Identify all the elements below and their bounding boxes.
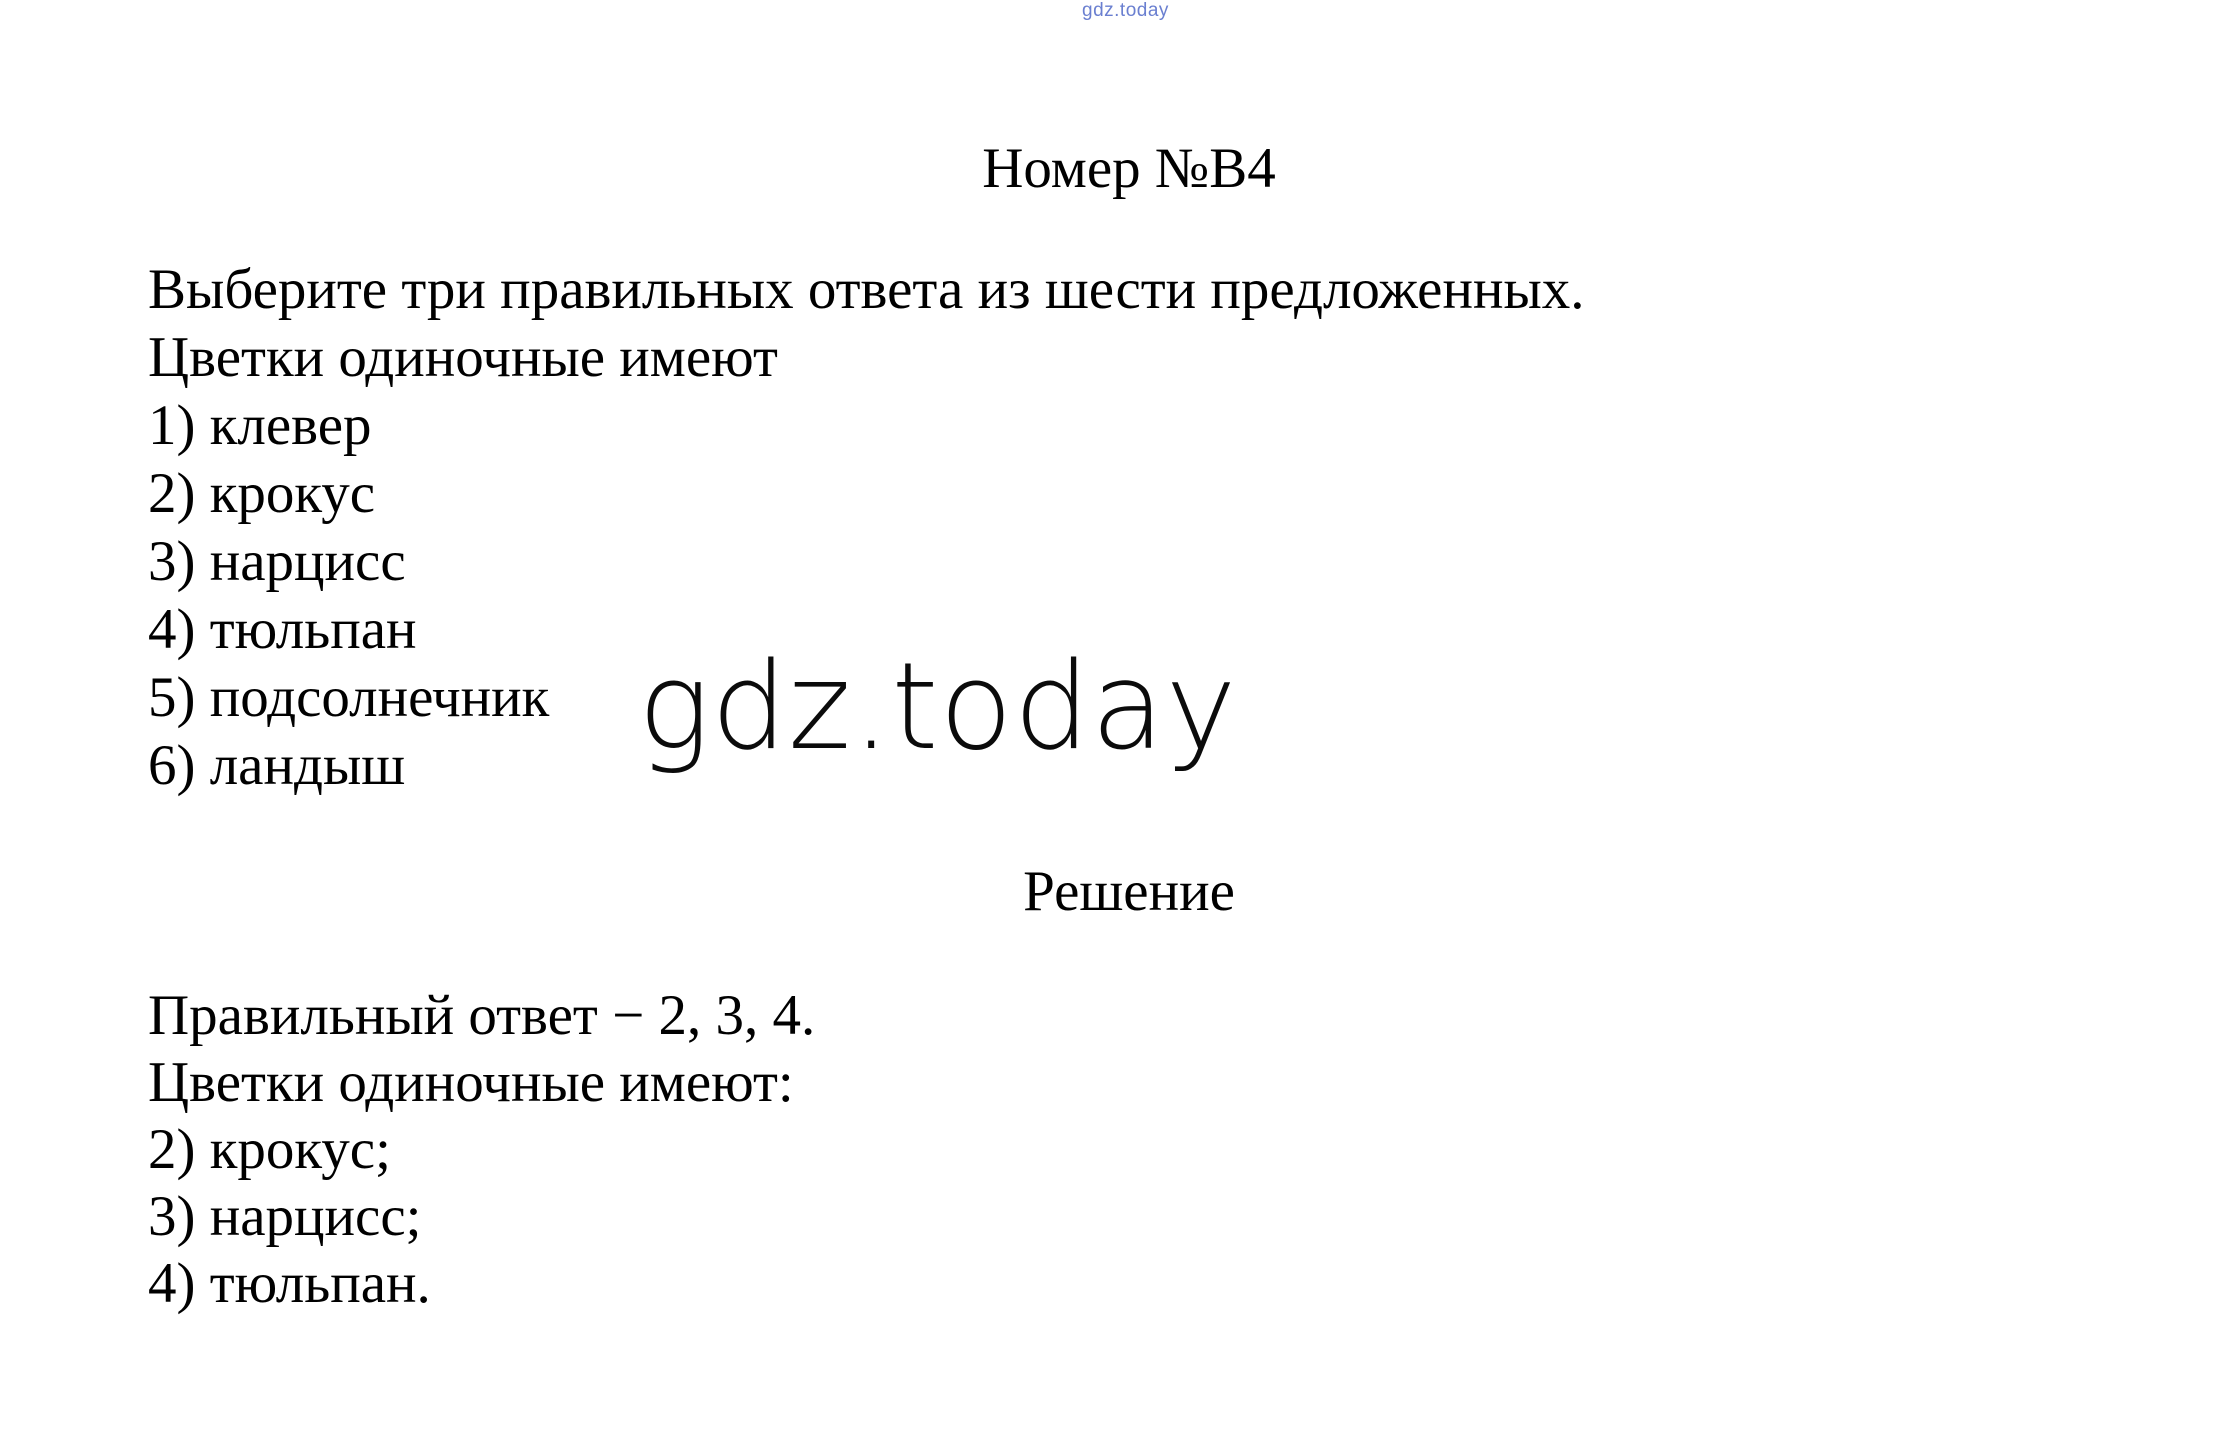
answer-item: 2) крокус; <box>148 1118 391 1181</box>
explanation-text: Цветки одиночные имеют: <box>148 1051 794 1114</box>
question-text: Цветки одиночные имеют <box>148 326 778 389</box>
option-item: 1) клевер <box>148 394 372 457</box>
answer-item: 4) тюльпан. <box>148 1252 431 1315</box>
answer-line: Правильный ответ − 2, 3, 4. <box>148 984 816 1047</box>
solution-block <box>148 982 815 1317</box>
option-item: 3) нарцисс <box>148 530 406 593</box>
option-item: 6) ландыш <box>148 734 406 797</box>
option-item: 5) подсолнечник <box>148 666 550 729</box>
instruction-text: Выберите три правильных ответа из шести предложенных. <box>148 258 1585 321</box>
option-item: 4) тюльпан <box>148 598 417 661</box>
solution-title: Решение <box>1023 860 1235 923</box>
site-link[interactable]: gdz.today <box>1082 0 1169 21</box>
watermark-logo: gdz.today <box>638 638 1238 777</box>
answer-item: 3) нарцисс; <box>148 1185 422 1248</box>
task-title: Номер №В4 <box>982 137 1276 200</box>
option-item: 2) крокус <box>148 462 376 525</box>
